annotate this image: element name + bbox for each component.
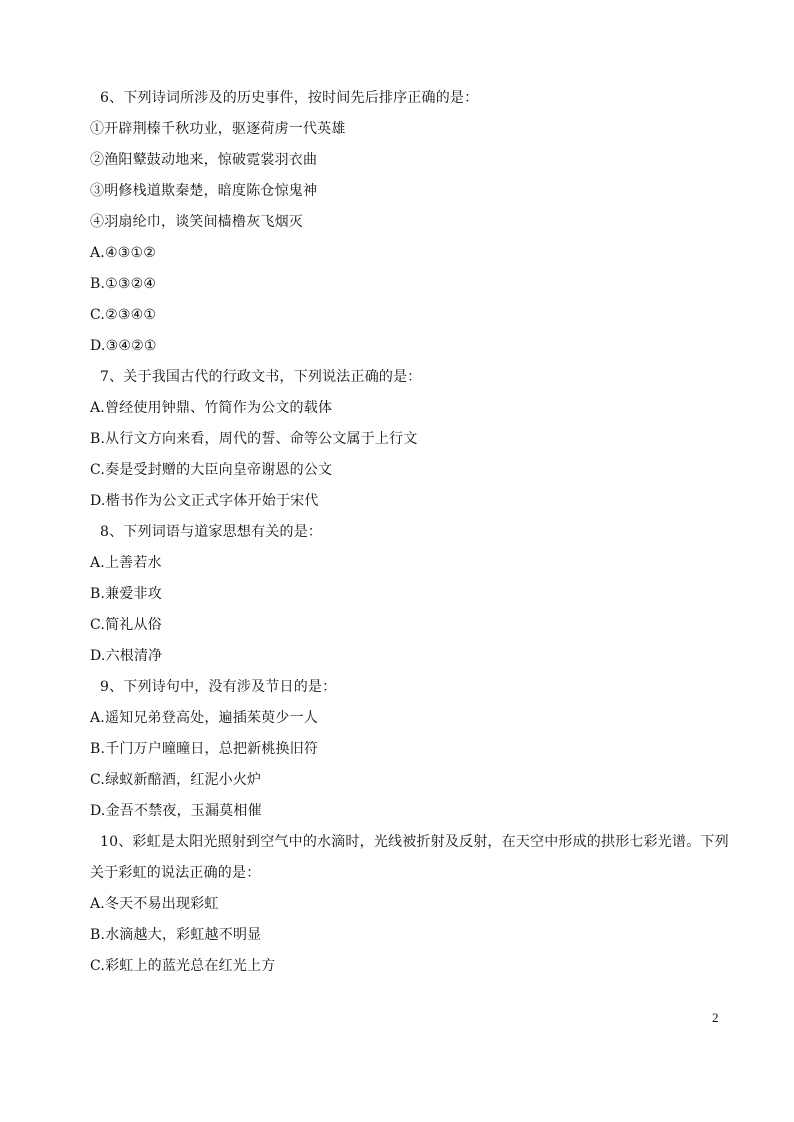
question-8-stem: 8、下列词语与道家思想有关的是： [100, 524, 323, 540]
question-9-option-a: A.遥知兄弟登高处，遍插茱萸少一人 [90, 710, 318, 726]
question-6-option-a: A.④③①② [90, 245, 156, 261]
page-content [0, 83, 794, 982]
question-8-option-c: C.简礼从俗 [90, 617, 162, 633]
question-10-option-a: A.冬天不易出现彩虹 [90, 896, 219, 912]
question-8-option-d: D.六根清净 [90, 648, 163, 664]
question-6-option-b: B.①③②④ [90, 276, 157, 292]
question-6-stem: 6、下列诗词所涉及的历史事件，按时间先后排序正确的是： [100, 90, 479, 106]
question-6-option-c: C.②③④① [90, 307, 157, 323]
question-9-stem: 9、下列诗句中，没有涉及节日的是： [100, 679, 337, 695]
question-6-item-3: ③明修栈道欺秦楚，暗度陈仓惊鬼神 [90, 183, 318, 199]
question-10-option-c: C.彩虹上的蓝光总在红光上方 [90, 958, 276, 974]
question-6-item-1: ①开辟荆榛千秋功业，驱逐荷虏一代英雄 [90, 121, 346, 137]
question-10-stem-line-1: 10、彩虹是太阳光照射到空气中的水滴时，光线被折射及反射，在天空中形成的拱形七彩光谱。下列 [100, 834, 729, 850]
question-7-stem: 7、关于我国古代的行政文书，下列说法正确的是： [100, 369, 422, 385]
question-10-stem-line-2: 关于彩虹的说法正确的是： [90, 865, 261, 881]
question-9-option-d: D.金吾不禁夜，玉漏莫相催 [90, 803, 262, 819]
page-number: 2 [712, 1010, 719, 1025]
question-7-option-c: C.奏是受封赠的大臣向皇帝谢恩的公文 [90, 462, 333, 478]
question-7-option-d: D.楷书作为公文正式字体开始于宋代 [90, 493, 319, 509]
question-7-option-a: A.曾经使用钟鼎、竹简作为公文的载体 [90, 400, 333, 416]
question-7-option-b: B.从行文方向来看，周代的誓、命等公文属于上行文 [90, 431, 418, 447]
question-8-option-a: A.上善若水 [90, 555, 162, 571]
question-6-item-2: ②渔阳鼙鼓动地来，惊破霓裳羽衣曲 [90, 152, 318, 168]
question-8-option-b: B.兼爱非攻 [90, 586, 162, 602]
question-6-option-d: D.③④②① [90, 338, 157, 354]
question-9-option-c: C.绿蚁新醅酒，红泥小火炉 [90, 772, 262, 788]
question-6-item-4: ④羽扇纶巾，谈笑间樯橹灰飞烟灭 [90, 214, 303, 230]
question-9-option-b: B.千门万户曈曈日，总把新桃换旧符 [90, 741, 319, 757]
question-10-option-b: B.水滴越大，彩虹越不明显 [90, 927, 262, 943]
